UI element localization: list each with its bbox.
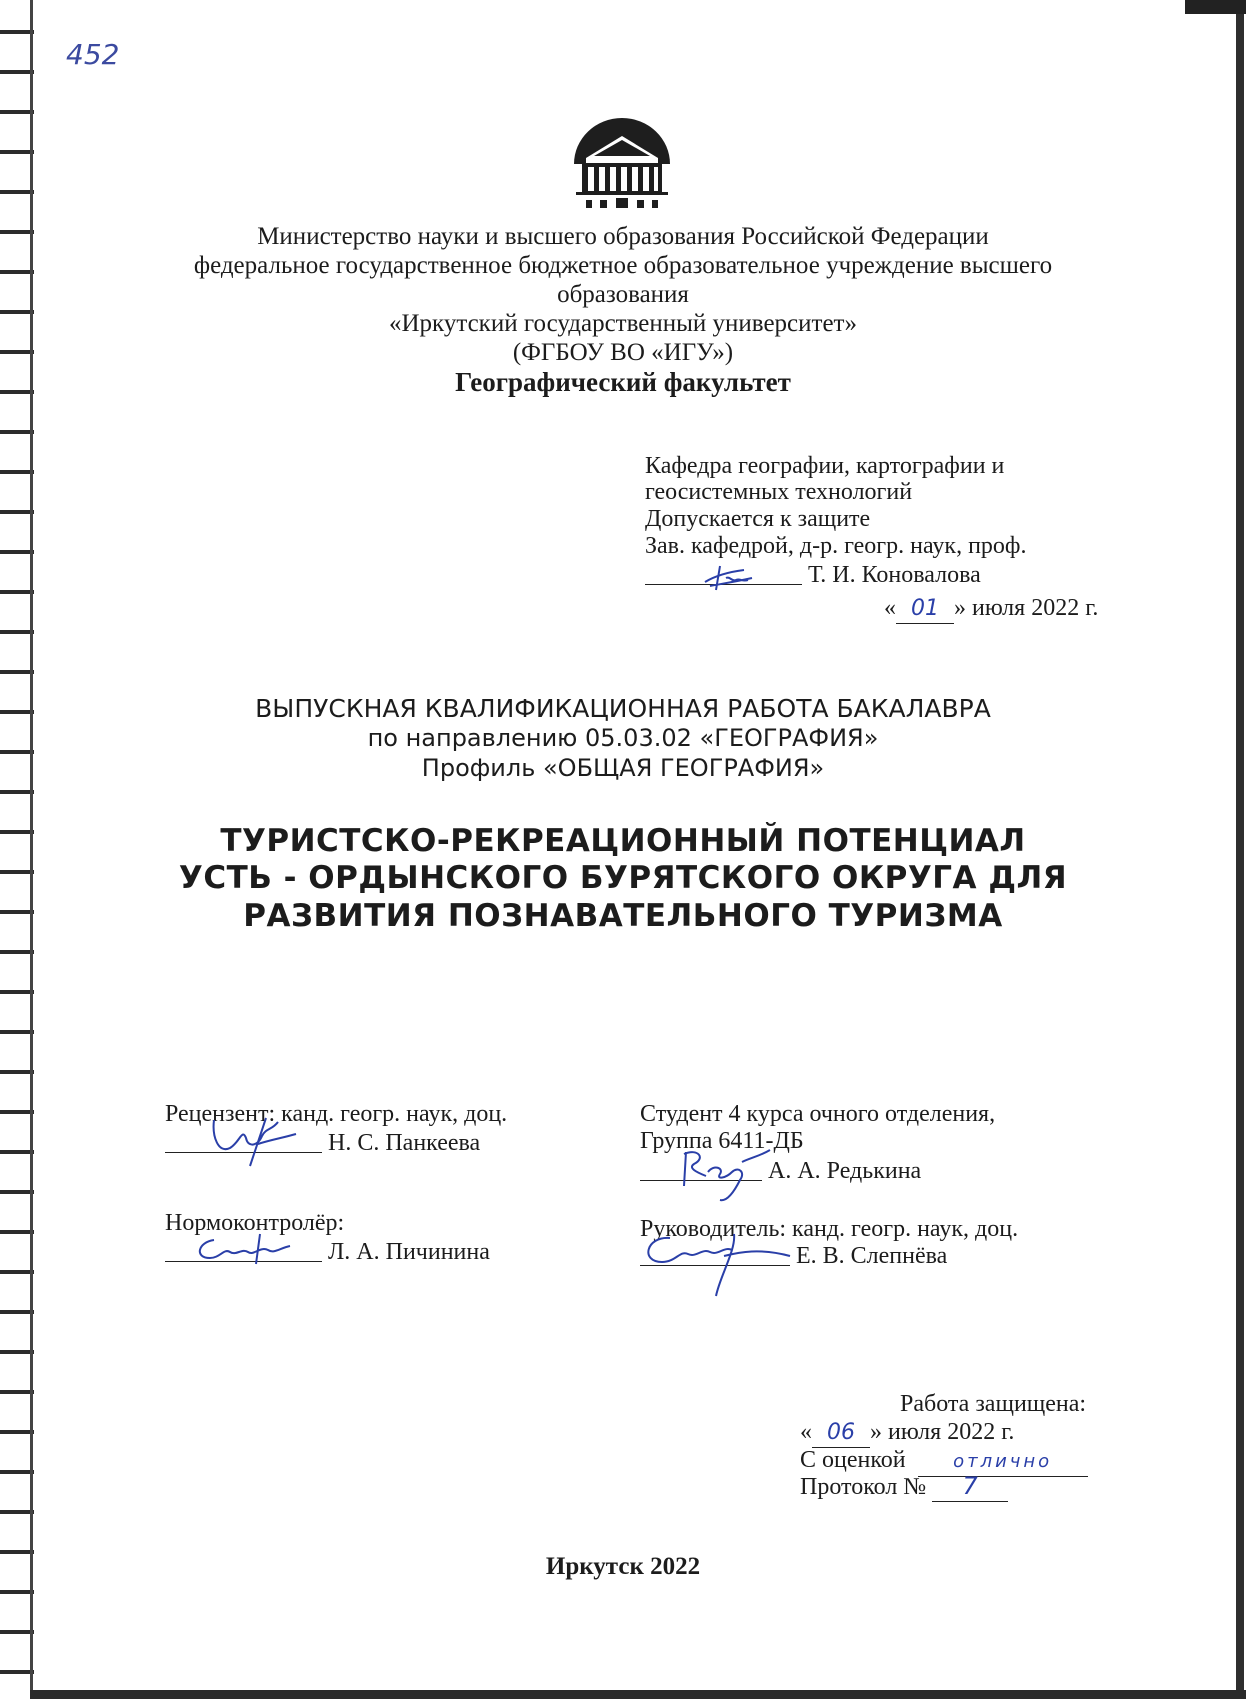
head-title: Зав. кафедрой, д-р. геогр. наук, проф. <box>645 533 1027 559</box>
reviewer-name: Н. С. Панкеева <box>328 1130 481 1156</box>
faculty-name: Географический факультет <box>455 367 791 397</box>
page-bottom-edge <box>30 1690 1246 1699</box>
defense-date <box>800 1418 1014 1448</box>
grade-label: С оценкой <box>800 1447 906 1473</box>
student-title: Студент 4 курса очного отделения, <box>640 1101 996 1127</box>
supervisor-signature <box>640 1226 800 1298</box>
defense-date-day: 06 <box>812 1418 870 1448</box>
institution-line-2: образования <box>557 281 689 308</box>
admitted-label: Допускается к защите <box>645 506 871 532</box>
city-year: Иркутск 2022 <box>545 1553 701 1580</box>
protocol-label: Протокол № <box>800 1474 927 1500</box>
student-name: А. А. Редькина <box>768 1158 922 1184</box>
thesis-title-line-1: ТУРИСТСКО-РЕКРЕАЦИОННЫЙ ПОТЕНЦИАЛ <box>220 823 1026 859</box>
normcontrol-name: Л. А. Пичинина <box>328 1239 490 1265</box>
thesis-title-line-3: РАЗВИТИЯ ПОЗНАВАТЕЛЬНОГО ТУРИЗМА <box>243 898 1003 934</box>
department-line-2: геосистемных технологий <box>645 479 913 505</box>
head-signature <box>700 556 770 596</box>
ministry-line: Министерство науки и высшего образования Российской Федерации <box>257 223 989 250</box>
approval-date <box>884 594 1098 624</box>
university-abbr: (ФГБОУ ВО «ИГУ») <box>512 339 734 366</box>
handwritten-page-number: 452 <box>66 38 120 71</box>
work-direction: по направлению 05.03.02 «ГЕОГРАФИЯ» <box>367 724 879 752</box>
approval-date-day: 01 <box>896 594 954 624</box>
approval-date-rest: » июля 2022 г. <box>954 595 1099 621</box>
department-line-1: Кафедра географии, картографии и <box>645 453 1005 479</box>
thesis-title-line-2: УСТЬ - ОРДЫНСКОГО БУРЯТСКОГО ОКРУГА ДЛЯ <box>178 860 1068 896</box>
work-type: ВЫПУСКНАЯ КВАЛИФИКАЦИОННАЯ РАБОТА БАКАЛАВРА <box>255 694 991 723</box>
reviewer-signature <box>200 1108 300 1168</box>
student-signature <box>676 1142 776 1206</box>
approval-date-open: « <box>884 595 896 621</box>
university-name: «Иркутский государственный университет» <box>389 310 857 337</box>
defense-date-open: « <box>800 1419 812 1445</box>
page-top-corner <box>1185 0 1246 14</box>
reviewer-title: Рецензент: канд. геогр. наук, доц. <box>165 1101 508 1127</box>
head-name: Т. И. Коновалова <box>808 562 981 588</box>
normcontrol-title: Нормоконтролёр: <box>165 1210 345 1236</box>
supervisor-title: Руководитель: канд. геогр. наук, доц. <box>640 1216 1019 1242</box>
defense-date-rest: » июля 2022 г. <box>870 1419 1015 1445</box>
normcontrol-signature <box>190 1228 300 1268</box>
work-profile: Профиль «ОБЩАЯ ГЕОГРАФИЯ» <box>421 754 825 782</box>
student-group: Группа 6411-ДБ <box>640 1128 804 1154</box>
supervisor-name: Е. В. Слепнёва <box>796 1243 948 1269</box>
institution-line-1: федеральное государственное бюджетное образовательное учреждение высшего <box>193 252 1053 279</box>
defense-status: Работа защищена: <box>900 1391 1087 1417</box>
university-logo-icon <box>572 118 672 210</box>
grade-value: отлично <box>918 1447 1088 1477</box>
defense-protocol <box>800 1472 1008 1502</box>
protocol-number: 7 <box>932 1472 1008 1502</box>
